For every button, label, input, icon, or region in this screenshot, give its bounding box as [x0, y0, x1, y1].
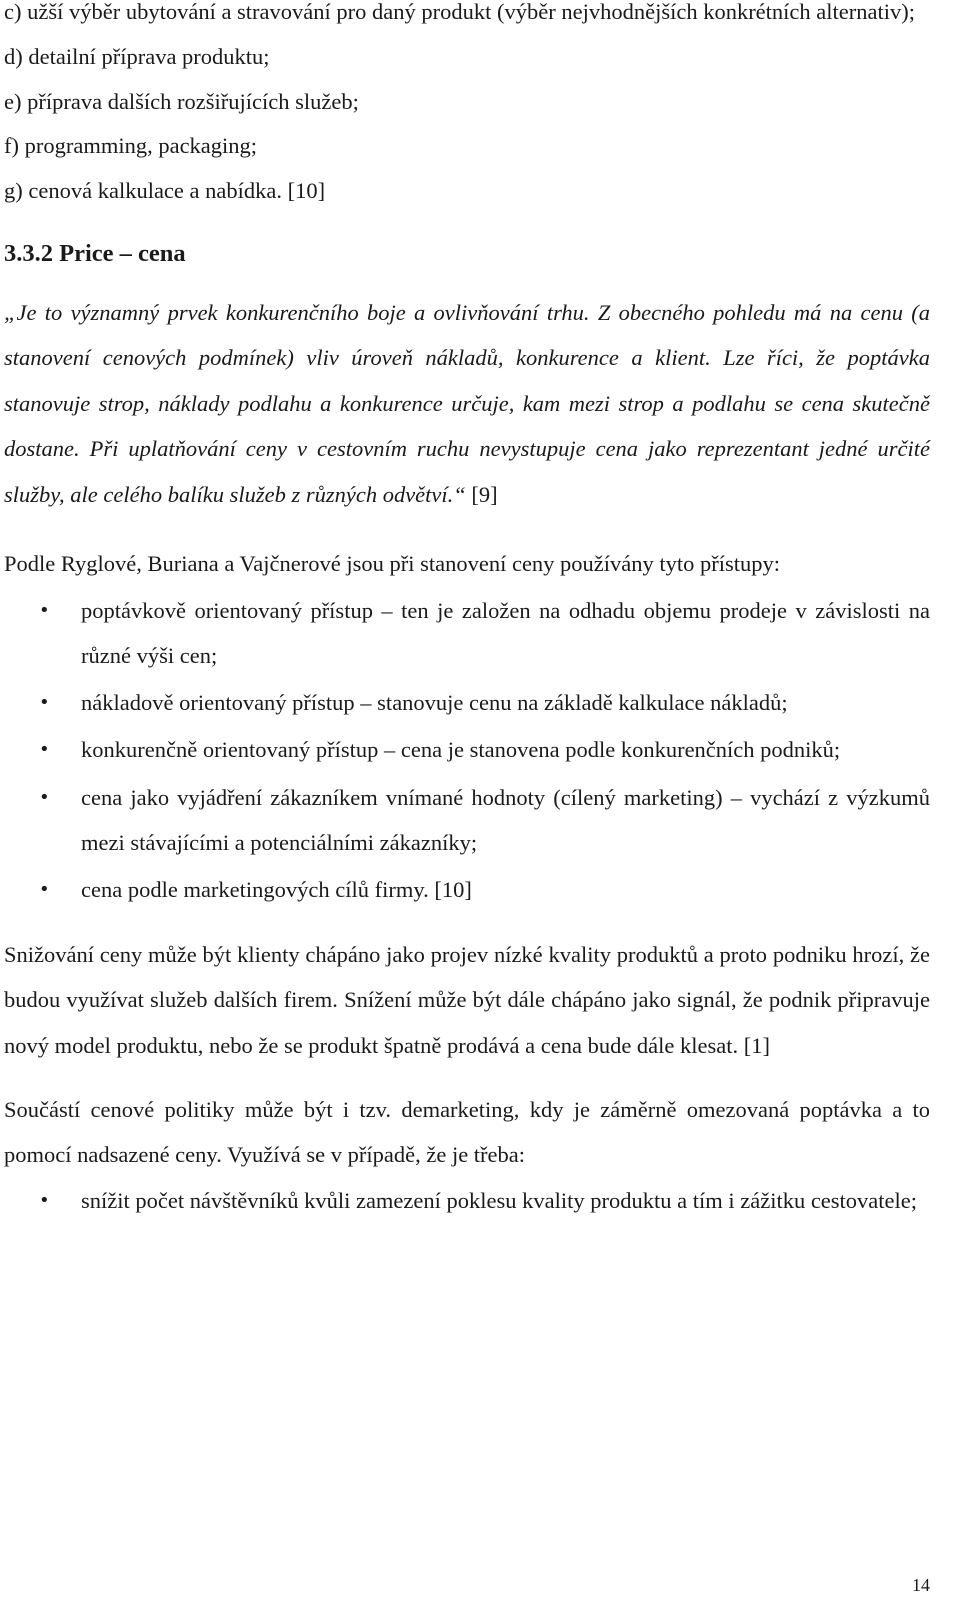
bullet-icon: • [39, 878, 50, 900]
quote-citation: [9] [465, 481, 498, 507]
bullet-icon: • [39, 692, 50, 714]
approaches-intro: Podle Ryglové, Buriana a Vajčnerové jsou při stanovení ceny používány tyto přístupy: [4, 551, 781, 577]
quote-text: „Je to významný prvek konkurenčního boje a ovlivňování trhu. Z obecného pohledu má na cenu (a stanovení cenových podmínek) vliv úroveň nákladů, konkurence a klient. Lze říci, že poptávka stanovuje strop, náklady podlahu a konkurence určuje, kam mezi strop a podlahu se cena skutečně dostane. Při uplatňování ceny v cestovním ruchu nevystupuje cena jako reprezentant jedné určité služby, ale celého balíku služeb z různých odvětví.“ [4, 299, 930, 507]
list-item: f) programming, packaging; [4, 133, 258, 159]
list-item-text: konkurenčně orientovaný přístup – cena je stanovena podle konkurenčních podniků; [81, 737, 841, 763]
demarketing-paragraph: Součástí cenové politiky může být i tzv. demarketing, kdy je záměrně omezovaná poptávka a to pomocí nadsazené ceny. Využívá se v případě, že je třeba: [4, 1096, 930, 1167]
list-item [4, 867, 930, 912]
page-number: 14 [912, 1575, 930, 1595]
approaches-list [4, 588, 930, 912]
itinerary-steps-list [4, 0, 930, 214]
list-item [4, 680, 930, 725]
bullet-icon: • [39, 599, 50, 621]
bullet-icon: • [39, 1190, 50, 1212]
list-item-text: poptávkově orientovaný přístup – ten je založen na odhadu objemu prodeje v závislosti na různé výši cen; [81, 597, 930, 668]
list-item: e) příprava dalších rozšiřujících služeb; [4, 88, 359, 114]
list-item: c) užší výběr ubytování a stravování pro daný produkt (výběr nejvhodnějších konkrétních alternativ); [4, 0, 915, 24]
list-item [4, 775, 930, 865]
list-item-text: cena podle marketingových cílů firmy. [10] [81, 876, 472, 902]
list-item [4, 727, 930, 772]
list-item-text: snížit počet návštěvníků kvůli zamezení poklesu kvality produktu a tím i zážitku cestovatele; [81, 1188, 918, 1214]
list-item [4, 1178, 930, 1223]
section-heading: 3.3.2 Price – cena [4, 239, 186, 267]
list-item [4, 588, 930, 678]
list-item: d) detailní příprava produktu; [4, 43, 270, 69]
list-item-text: nákladově orientovaný přístup – stanovuje cenu na základě kalkulace nákladů; [81, 690, 788, 716]
list-item: g) cenová kalkulace a nabídka. [10] [4, 178, 326, 204]
page-content [4, 0, 930, 1223]
bullet-icon: • [39, 786, 50, 808]
bullet-icon: • [39, 739, 50, 761]
demarketing-list [4, 1178, 930, 1223]
list-item-text: cena jako vyjádření zákazníkem vnímané hodnoty (cílený marketing) – vychází z výzkumů mezi stávajícími a potenciálními zákazníky; [81, 784, 930, 855]
quote-paragraph [4, 290, 930, 518]
price-drop-paragraph: Snižování ceny může být klienty chápáno jako projev nízké kvality produktů a proto podniku hrozí, že budou využívat služeb dalších firem. Snížení může být dále chápáno jako signál, že podnik připravuje nový model produktu, nebo že se produkt špatně prodává a cena bude dále klesat. [1] [4, 942, 930, 1058]
